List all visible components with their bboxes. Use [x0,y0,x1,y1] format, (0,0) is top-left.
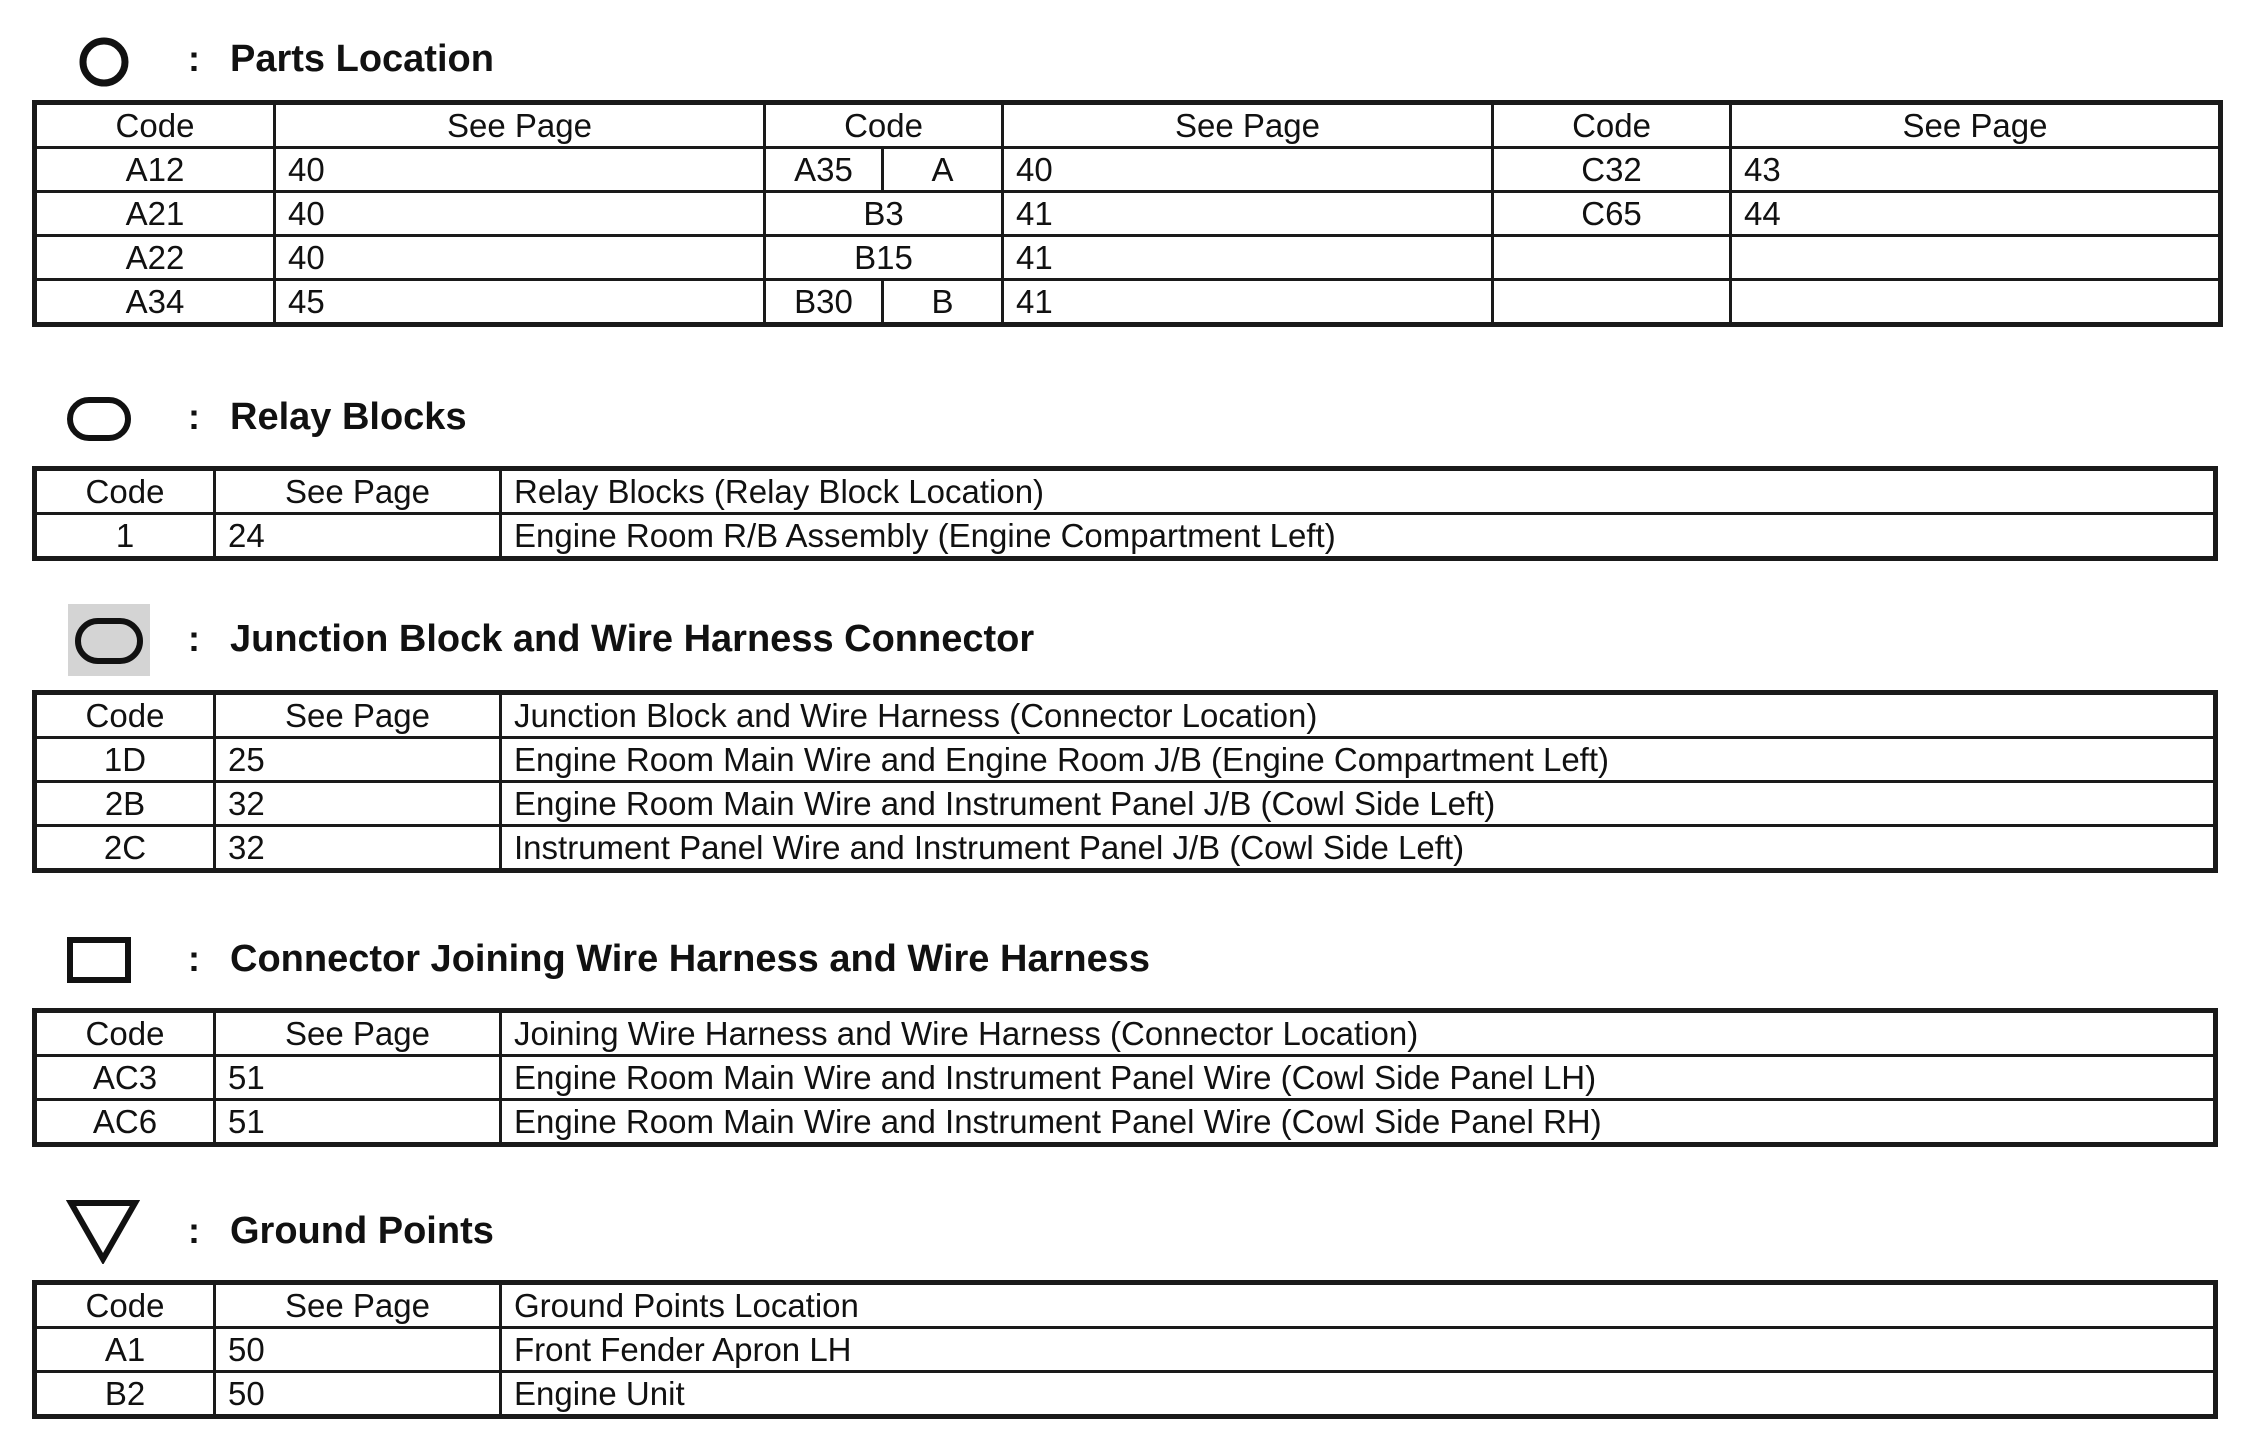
table-row [35,236,2221,280]
table-row [35,192,2221,236]
header-code: Code [35,1283,215,1328]
header-code: Code [35,469,215,514]
sub-code-cell: B [883,280,1003,325]
header-code: Code [35,1011,215,1056]
section-ground-points-header [0,1192,2248,1264]
page-cell: 40 [275,236,765,280]
description-cell: Engine Room Main Wire and Instrument Panel J/B (Cowl Side Left) [501,782,2216,826]
page-cell: 40 [1003,148,1493,192]
header-description: Relay Blocks (Relay Block Location) [501,469,2216,514]
section-title: Ground Points [230,1210,494,1252]
section-title: Parts Location [230,38,494,80]
page-cell: 43 [1731,148,2221,192]
header-description: Joining Wire Harness and Wire Harness (Connector Location) [501,1011,2216,1056]
header-see-page: See Page [1731,103,2221,148]
page-cell: 40 [275,148,765,192]
code-cell: 1D [35,738,215,782]
page-cell: 24 [215,514,501,559]
square-symbol-icon [66,936,132,984]
table-row [35,148,2221,192]
header-code: Code [765,103,1003,148]
code-cell: 1 [35,514,215,559]
table-header-row [35,469,2216,514]
section-parts-location-header [0,24,2248,96]
code-cell: A22 [35,236,275,280]
header-description: Junction Block and Wire Harness (Connector Location) [501,693,2216,738]
header-see-page: See Page [215,469,501,514]
section-title: Relay Blocks [230,396,467,438]
section-colon: : [188,618,200,659]
table-row [35,1328,2216,1372]
header-code: Code [35,693,215,738]
description-cell: Engine Room Main Wire and Instrument Panel Wire (Cowl Side Panel RH) [501,1100,2216,1145]
page-cell: 45 [275,280,765,325]
triangle-symbol-icon [66,1198,140,1264]
header-code: Code [1493,103,1731,148]
table-row [35,738,2216,782]
header-see-page: See Page [1003,103,1493,148]
section-colon: : [188,38,200,79]
rounded-rect-symbol-icon [66,396,132,442]
page-cell: 32 [215,826,501,871]
header-code: Code [35,103,275,148]
description-cell: Front Fender Apron LH [501,1328,2216,1372]
page-cell: 32 [215,782,501,826]
page-cell [1731,236,2221,280]
code-cell [1493,280,1731,325]
code-cell: C65 [1493,192,1731,236]
section-title: Connector Joining Wire Harness and Wire Harness [230,938,1150,980]
code-cell: 2C [35,826,215,871]
page-cell: 40 [275,192,765,236]
header-see-page: See Page [215,1011,501,1056]
header-see-page: See Page [215,693,501,738]
page-cell: 44 [1731,192,2221,236]
ground-points-table [32,1280,2218,1419]
parts-location-table [32,100,2223,327]
code-cell: A12 [35,148,275,192]
circle-symbol-icon [78,36,130,88]
code-cell: B30 [765,280,883,325]
header-see-page: See Page [275,103,765,148]
table-row [35,514,2216,559]
section-colon: : [188,1210,200,1251]
description-cell: Engine Room Main Wire and Instrument Panel Wire (Cowl Side Panel LH) [501,1056,2216,1100]
table-row [35,782,2216,826]
table-row [35,1056,2216,1100]
description-cell: Engine Room R/B Assembly (Engine Compartment Left) [501,514,2216,559]
table-header-row [35,1011,2216,1056]
section-relay-blocks-header [0,380,2248,452]
page-cell [1731,280,2221,325]
description-cell: Instrument Panel Wire and Instrument Panel J/B (Cowl Side Left) [501,826,2216,871]
table-header-row [35,693,2216,738]
section-title: Junction Block and Wire Harness Connector [230,618,1035,660]
code-cell: B15 [765,236,1003,280]
header-see-page: See Page [215,1283,501,1328]
sub-code-cell: A [883,148,1003,192]
table-row [35,280,2221,325]
code-cell: B2 [35,1372,215,1417]
page-cell: 41 [1003,280,1493,325]
description-cell: Engine Unit [501,1372,2216,1417]
relay-blocks-table [32,466,2218,561]
section-connector-joining-header [0,922,2248,994]
code-cell: AC6 [35,1100,215,1145]
table-row [35,1372,2216,1417]
shaded-rounded-rect-symbol-icon [74,617,144,665]
connector-joining-table [32,1008,2218,1147]
code-cell: 2B [35,782,215,826]
page-cell: 50 [215,1372,501,1417]
section-junction-block-header [0,602,2248,674]
junction-block-table [32,690,2218,873]
code-cell: A34 [35,280,275,325]
section-colon: : [188,396,200,437]
page-cell: 51 [215,1056,501,1100]
code-cell [1493,236,1731,280]
page-cell: 50 [215,1328,501,1372]
table-row [35,826,2216,871]
header-description: Ground Points Location [501,1283,2216,1328]
page-cell: 25 [215,738,501,782]
page-cell: 41 [1003,236,1493,280]
section-colon: : [188,938,200,979]
code-cell: A21 [35,192,275,236]
page-cell: 41 [1003,192,1493,236]
table-row [35,1100,2216,1145]
page-cell: 51 [215,1100,501,1145]
code-cell: A1 [35,1328,215,1372]
code-cell: C32 [1493,148,1731,192]
description-cell: Engine Room Main Wire and Engine Room J/B (Engine Compartment Left) [501,738,2216,782]
code-cell: A35 [765,148,883,192]
table-header-row [35,103,2221,148]
code-cell: B3 [765,192,1003,236]
table-header-row [35,1283,2216,1328]
code-cell: AC3 [35,1056,215,1100]
